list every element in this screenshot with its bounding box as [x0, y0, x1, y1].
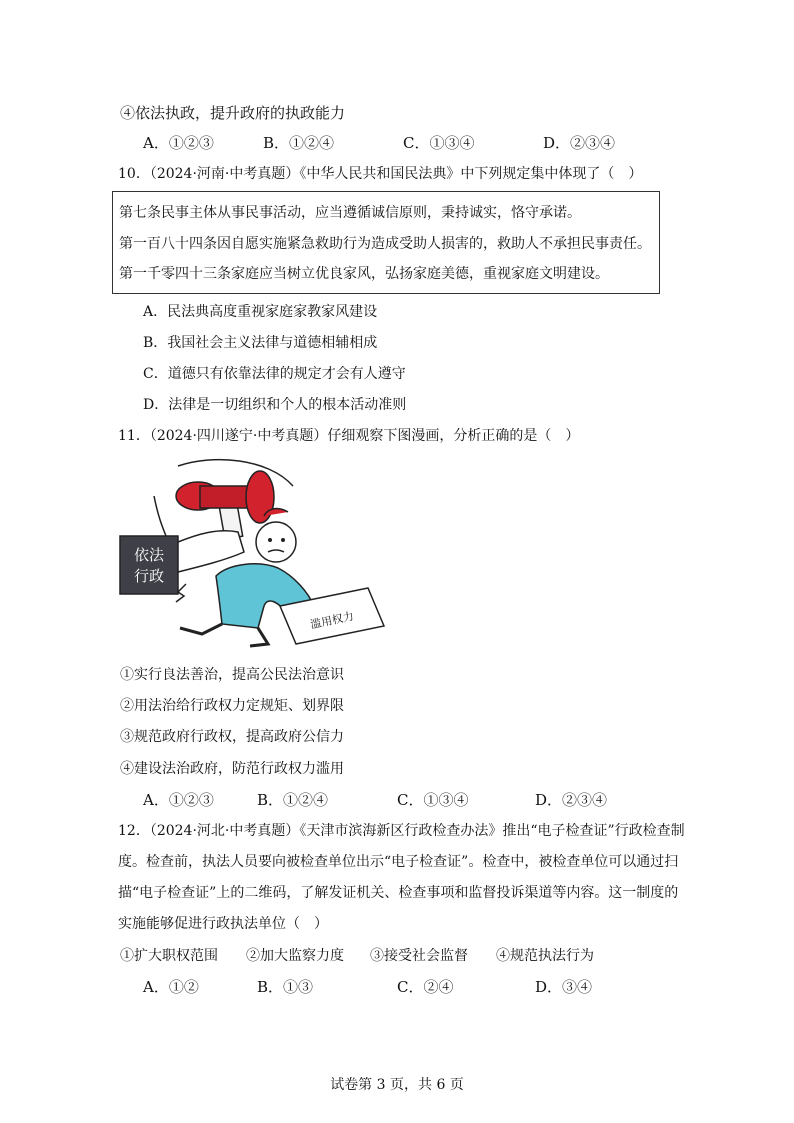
q12-stem-line: 描“电子检查证”上的二维码，了解发证机关、检查事项和监督投诉渠道等内容。这一制度的 — [118, 885, 679, 901]
q10-quote-line: 第一千零四十三条家庭应当树立优良家风，弘扬家庭美德，重视家庭文明建设。 — [119, 266, 609, 282]
q11-option-b[interactable]: B．①②④ — [257, 791, 329, 809]
q11-stem: 11．（2024·四川遂宁·中考真题）仔细观察下图漫画，分析正确的是（ ） — [118, 428, 580, 444]
q9-option-d[interactable]: D．②③④ — [543, 134, 616, 152]
cartoon-hammer-right — [246, 471, 274, 523]
cartoon-leg — [180, 624, 222, 634]
q10-quote-box — [112, 191, 660, 294]
q11-option-c[interactable]: C．①③④ — [397, 791, 469, 809]
cartoon-paper-text: 滥用权力 — [309, 609, 355, 632]
cartoon-official-head — [256, 522, 296, 562]
q12-option-b[interactable]: B．①③ — [257, 978, 314, 996]
q11-item-4: ④建设法治政府，防范行政权力滥用 — [120, 761, 344, 777]
q12-stem-line: 实施能够促进行政执法单位（ ） — [118, 916, 328, 932]
page-footer: 试卷第 3 页，共 6 页 — [330, 1077, 464, 1093]
q12-options — [143, 977, 592, 997]
q9-item-4: ④依法执政，提升政府的执政能力 — [120, 104, 346, 122]
cartoon-sign — [120, 536, 178, 594]
q12-item-4: ④规范执法行为 — [496, 948, 594, 964]
q11-item-2: ②用法治给行政权力定规矩、划界限 — [120, 698, 344, 714]
q10-option-c[interactable]: C．道德只有依靠法律的规定才会有人遵守 — [143, 366, 406, 382]
q12-item-1: ①扩大职权范围 — [120, 948, 218, 964]
q10-stem: 10．（2024·河南·中考真题）《中华人民共和国民法典》中下列规定集中体现了（ ） — [118, 166, 643, 182]
cartoon-motion-line — [154, 496, 166, 536]
q12-item-2: ②加大监察力度 — [246, 948, 344, 964]
q9-option-b[interactable]: B．①②④ — [263, 134, 335, 152]
q9-option-c[interactable]: C．①③④ — [403, 134, 475, 152]
q12-option-c[interactable]: C．②④ — [397, 978, 454, 996]
q11-option-a[interactable]: A．①②③ — [143, 791, 214, 809]
q11-cartoon — [118, 456, 390, 652]
q12-option-d[interactable]: D．③④ — [535, 978, 593, 996]
q10-quote-line: 第一百八十四条因自愿实施紧急救助行为造成受助人损害的，救助人不承担民事责任。 — [119, 236, 651, 252]
q11-item-3: ③规范政府行政权，提高政府公信力 — [120, 729, 344, 745]
q10-option-b[interactable]: B．我国社会主义法律与道德相辅相成 — [143, 335, 378, 351]
q10-option-d[interactable]: D．法律是一切组织和个人的根本活动准则 — [143, 397, 407, 413]
q10-quote-line: 第七条民事主体从事民事活动，应当遵循诚信原则，秉持诚实，恪守承诺。 — [119, 205, 581, 221]
q9-options — [143, 133, 615, 153]
q12-items — [120, 946, 594, 966]
q11-option-d[interactable]: D．②③④ — [535, 791, 608, 809]
cartoon-sign-line2: 行政 — [133, 567, 165, 585]
q11-options — [143, 790, 607, 810]
q9-option-a[interactable]: A．①②③ — [143, 134, 214, 152]
cartoon-sign-line1: 依法 — [133, 546, 165, 564]
q12-option-a[interactable]: A．①② — [143, 978, 199, 996]
q10-option-a[interactable]: A．民法典高度重视家庭家教家风建设 — [143, 304, 378, 320]
cartoon-leg — [250, 628, 268, 646]
q12-stem-line: 12．（2024·河北·中考真题）《天津市滨海新区行政检查办法》推出“电子检查证”行政检查制 — [118, 823, 685, 839]
q12-stem-line: 度。检查前，执法人员要向被检查单位出示“电子检查证”。检查中，被检查单位可以通过扫 — [118, 854, 679, 870]
q12-item-3: ③接受社会监督 — [370, 948, 468, 964]
q11-item-1: ①实行良法善治，提高公民法治意识 — [120, 667, 344, 683]
